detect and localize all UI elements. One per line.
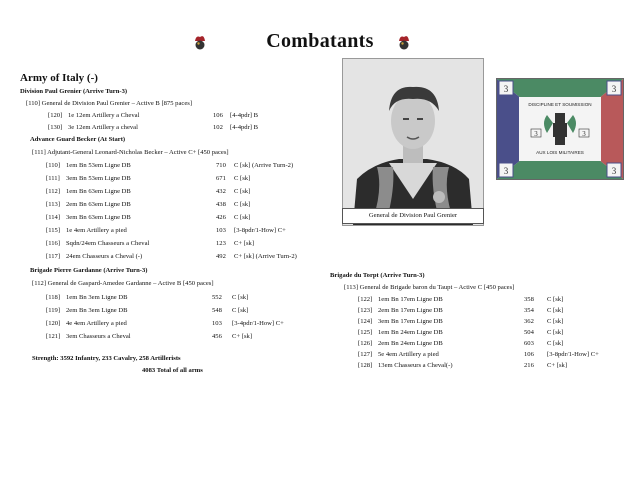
flag-top-text: DISCIPLINE ET SOUMISSION — [528, 102, 592, 107]
flag-corner-number: 3 — [503, 84, 509, 94]
flag-center-number: 3 — [534, 130, 538, 138]
flag-center-number: 3 — [582, 130, 586, 138]
grenade-emblem-icon — [396, 34, 412, 50]
unit-row: [117] 24em Chasseurs a Cheval (-) 492 C+ [sk] (Arrive Turn-2) — [46, 253, 297, 260]
unit-row: [116] Sqdn/24em Chasseurs a Cheval 123 C+ [sk] — [46, 240, 255, 247]
unit-row: [120] 4e 4em Artillery a pied 103 [3-4pdr/1-How] C+ — [46, 320, 284, 327]
unit-row: [127] 5e 4em Artillery a pied 106 [3-8pdr/1-How] C+ — [358, 351, 599, 358]
unit-row: [124] 3em Bn 17em Ligne DB 362 C [sk] — [358, 318, 564, 325]
flag-corner-number: 3 — [611, 84, 617, 94]
unit-row: [125] 1em Bn 24em Ligne DB 504 C [sk] — [358, 329, 564, 336]
unit-row: [115] 1e 4em Artillery a pied 103 [3-8pdr/1-How] C+ — [46, 227, 286, 234]
unit-row: [120] 1e 12em Artillery a Cheval 106 [4-4pdr] B — [48, 112, 259, 119]
unit-row: [112] 1em Bn 63em Ligne DB 432 C [sk] — [46, 188, 251, 195]
unit-row: [110] 1em Bn 53em Ligne DB 710 C [sk] (Arrive Turn-2) — [46, 162, 294, 169]
flag-corner-number: 3 — [503, 166, 509, 176]
unit-row: [113] 2em Bn 63em Ligne DB 438 C [sk] — [46, 201, 251, 208]
unit-row: [130] 3e 12em Artillery a cheval 102 [4-4pdr] B — [48, 124, 259, 131]
brigade-gardanne-commander: [112] General de Gaspard-Amedee Gardanne – Active B [450 paces] — [32, 280, 214, 287]
flag-bottom-text: AUX LOIS MILITAIRES — [536, 150, 584, 155]
brigade-gardanne-header: Brigade Pierre Gardanne (Arrive Turn-3) — [30, 267, 148, 274]
division-header: Division Paul Grenier (Arrive Turn-3) — [20, 88, 128, 95]
advance-guard-commander: [111] Adjutant-General Leonard-Nicholas Becker – Active C+ [450 paces] — [32, 149, 229, 156]
unit-row: [122] 1em Bn 17em Ligne DB 358 C [sk] — [358, 296, 564, 303]
unit-row: [121] 3em Chasseurs a Cheval 456 C+ [sk] — [46, 333, 253, 340]
unit-row: [111] 3em Bn 53em Ligne DB 671 C [sk] — [46, 175, 251, 182]
unit-row: [128] 13em Chasseurs a Cheval(-) 216 C+ [sk] — [358, 362, 568, 369]
advance-guard-header: Advance Guard Becker (At Start) — [30, 136, 126, 143]
unit-row: [119] 2em Bn 3em Ligne DB 548 C [sk] — [46, 307, 249, 314]
flag-corner-number: 3 — [611, 166, 617, 176]
division-commander: [110] General de Division Paul Grenier – Active B [875 paces] — [26, 100, 193, 107]
brigade-torpt-header: Brigade du Torpt (Arrive Turn-3) — [330, 272, 425, 279]
unit-row: [123] 2em Bn 17em Ligne DB 354 C [sk] — [358, 307, 564, 314]
regimental-flag-image — [496, 78, 624, 180]
strength-line: Strength: 3592 Infantry, 233 Cavalry, 258 Artillerists — [32, 355, 181, 362]
portrait-caption: General de Division Paul Grenier — [342, 208, 484, 224]
brigade-torpt-commander: [113] General de Brigade baron du Taupt – Active C [450 paces] — [344, 284, 515, 291]
total-line: 4083 Total of all arms — [142, 367, 203, 374]
unit-row: [126] 2em Bn 24em Ligne DB 603 C [sk] — [358, 340, 564, 347]
unit-row: [114] 3em Bn 63em Ligne DB 426 C [sk] — [46, 214, 251, 221]
page-title: Combatants — [266, 30, 374, 52]
portrait-image — [342, 58, 484, 226]
unit-row: [118] 1em Bn 3em Ligne DB 552 C [sk] — [46, 294, 249, 301]
army-heading: Army of Italy (-) — [20, 72, 98, 84]
